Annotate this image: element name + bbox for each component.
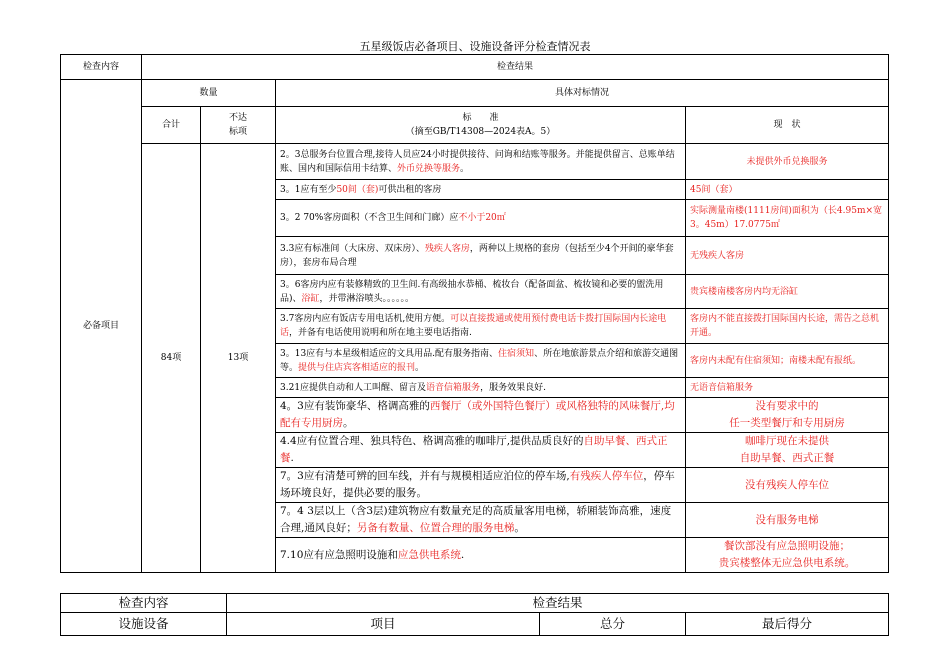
inspection-table: [60, 54, 889, 573]
facilities-table: [60, 593, 889, 636]
standard-segment: ，两种以上规格的套房（包括至少4个开间的豪华套房），套房布局合理: [280, 243, 674, 268]
standard-segment: 西餐厅（或外国特色餐厅）或风格独特的风味餐厅,均配有专用厨房: [280, 400, 675, 429]
standard-text: [276, 237, 686, 275]
standard-segment: 。: [415, 362, 425, 373]
standard-segment: 4。3应有装饰豪华、格调高雅的: [280, 400, 430, 412]
standard-text: [276, 538, 686, 573]
standard-segment: 应急供电系统: [397, 548, 461, 561]
standard-segment: 7.10应有应急照明设施和: [280, 548, 398, 561]
standard-segment: 语音信箱服务: [426, 382, 481, 393]
standard-segment: 3.7客房内应有饭店专用电话机,使用方便。: [280, 314, 451, 324]
t2-final-score: 最后得分: [686, 613, 889, 636]
t2-item: 项目: [227, 613, 540, 636]
standard-text: [276, 200, 686, 237]
status-text: 无语音信箱服务: [686, 378, 889, 398]
total-count: 84项: [142, 144, 201, 573]
standard-segment: 。: [514, 522, 525, 534]
standard-segment: 不小于20㎡: [458, 213, 506, 223]
standard-segment: 3。2 70%客房面积（不含卫生间和门廊）应: [280, 213, 459, 223]
status-text: 客房内不能直接拨打国际国内长途，需告之总机开通。: [686, 309, 889, 344]
status-text: 45间（套）: [686, 180, 889, 200]
standard-text: [276, 344, 686, 378]
standard-segment: ，并带淋浴喷头。。。。。。: [319, 293, 415, 304]
status-text: 客房内未配有住宿须知；南楼未配有报纸。: [686, 344, 889, 378]
standard-segment: ，服务效果良好.: [480, 382, 546, 393]
standard-segment: 、所在地旅游景点介绍和旅游交通图等。: [280, 348, 679, 373]
standard-segment: 浴缸: [301, 293, 320, 304]
status-text: 贵宾楼南楼客房内均无浴缸: [686, 275, 889, 309]
standard-segment: 残疾人客房: [424, 243, 470, 254]
header-results: 检查结果: [142, 55, 889, 80]
subheader-standard: [276, 107, 686, 144]
standard-segment: ，并备有电话使用说明和所在地主要电话指南.: [289, 328, 472, 338]
standard-segment: 7。4 3层以上（含3层)建筑物应有数量充足的高质量客用电梯，轿厢装饰高雅，速度合理,通风良好；: [280, 505, 672, 534]
page-title: 五星级饭店必备项目、设施设备评分检查情况表: [359, 40, 591, 53]
standard-title: 标 准: [462, 113, 499, 123]
standard-segment: 50间（套): [336, 184, 379, 195]
standard-segment: 。: [343, 417, 354, 429]
standard-segment: 3.21应提供自动和人工叫醒、留言及: [280, 382, 427, 393]
standard-segment: 2。3总服务台位置合理,接待人员应24小时提供接待、问询和结账等服务。并能提供留言、总账单结账、国内和国际信用卡结算、: [280, 149, 675, 174]
standard-segment: 住宿须知: [498, 348, 535, 359]
not-met-count: 13项: [201, 144, 276, 573]
status-text: 没有服务电梯: [686, 503, 889, 538]
t2-header-content: 检查内容: [61, 594, 227, 613]
standard-segment: 提供与住店宾客相适应的报刊: [298, 362, 416, 373]
status-text: 无残疾人客房: [686, 237, 889, 275]
standard-segment: 自助早餐、西式正餐: [280, 435, 668, 464]
t2-total-score: 总分: [540, 613, 686, 636]
standard-segment: 外币兑换等服务: [397, 163, 461, 174]
t2-header-results: 检查结果: [227, 594, 889, 613]
standard-segment: .: [290, 452, 294, 464]
standard-text: [276, 503, 686, 538]
subheader-status: 现 状: [686, 107, 889, 144]
t2-facilities: 设施设备: [61, 613, 227, 636]
standard-segment: 可以直接拨通或使用预付费电话卡拨打国际国内长途电话: [280, 314, 667, 338]
header-content: 检查内容: [61, 55, 142, 80]
standard-text: [276, 180, 686, 200]
subheader-total: 合计: [142, 107, 201, 144]
standard-segment: 3。1应有至少: [280, 184, 337, 195]
table-row: [61, 144, 889, 180]
standard-text: [276, 309, 686, 344]
status-text: 餐饮部没有应急照明设施； 贵宾楼整体无应急供电系统。: [686, 538, 889, 573]
standard-segment: 另备有数量、位置合理的服务电梯: [356, 522, 515, 534]
standard-segment: 3。13应有与本星级相适应的文具用品.配有服务指南、: [280, 348, 499, 359]
standard-text: [276, 468, 686, 503]
subheader-quantity: 数量: [142, 80, 276, 107]
standard-text: [276, 433, 686, 468]
status-text: 咖啡厅现在未提供 自助早餐、西式正餐: [686, 433, 889, 468]
standard-text: [276, 378, 686, 398]
standard-segment: 4.4应有位置合理、独具特色、格调高雅的咖啡厅,提供品质良好的: [280, 435, 584, 447]
standard-text: [276, 144, 686, 180]
status-text: 实际测量南楼(1111房间)面积为（长4.95m×宽3。45m）17.0775㎡: [686, 200, 889, 237]
standard-segment: 有残疾人停车位: [569, 470, 644, 482]
standard-segment: ，停车场环境良好，提供必要的服务。: [280, 470, 675, 499]
status-text: 未提供外币兑换服务: [686, 144, 889, 180]
subheader-specific: 具体对标情况: [276, 80, 889, 107]
standard-text: [276, 275, 686, 309]
status-text: 没有要求中的 任一类型餐厅和专用厨房: [686, 398, 889, 433]
standard-segment: 可供出租的客房: [378, 184, 442, 195]
standard-source: （摘至GB/T14308—2024表A。5）: [405, 127, 556, 137]
standard-segment: 7。3应有清楚可辨的回车线，并有与规模相适应泊位的停车场,: [280, 470, 570, 482]
standard-text: [276, 398, 686, 433]
status-text: 没有残疾人停车位: [686, 468, 889, 503]
standard-segment: .: [460, 548, 465, 561]
standard-segment: 3。6客房内应有装修精致的卫生间.有高级抽水恭桶、梳妆台（配备面盆、梳妆镜和必要的盥洗用品)、: [280, 279, 664, 304]
standard-segment: 3.3应有标准间（大床房、双床房）、: [280, 243, 425, 254]
category-cell: 必备项目: [61, 80, 142, 573]
subheader-not-met: 不达 标项: [201, 107, 276, 144]
standard-segment: 。: [460, 163, 470, 174]
